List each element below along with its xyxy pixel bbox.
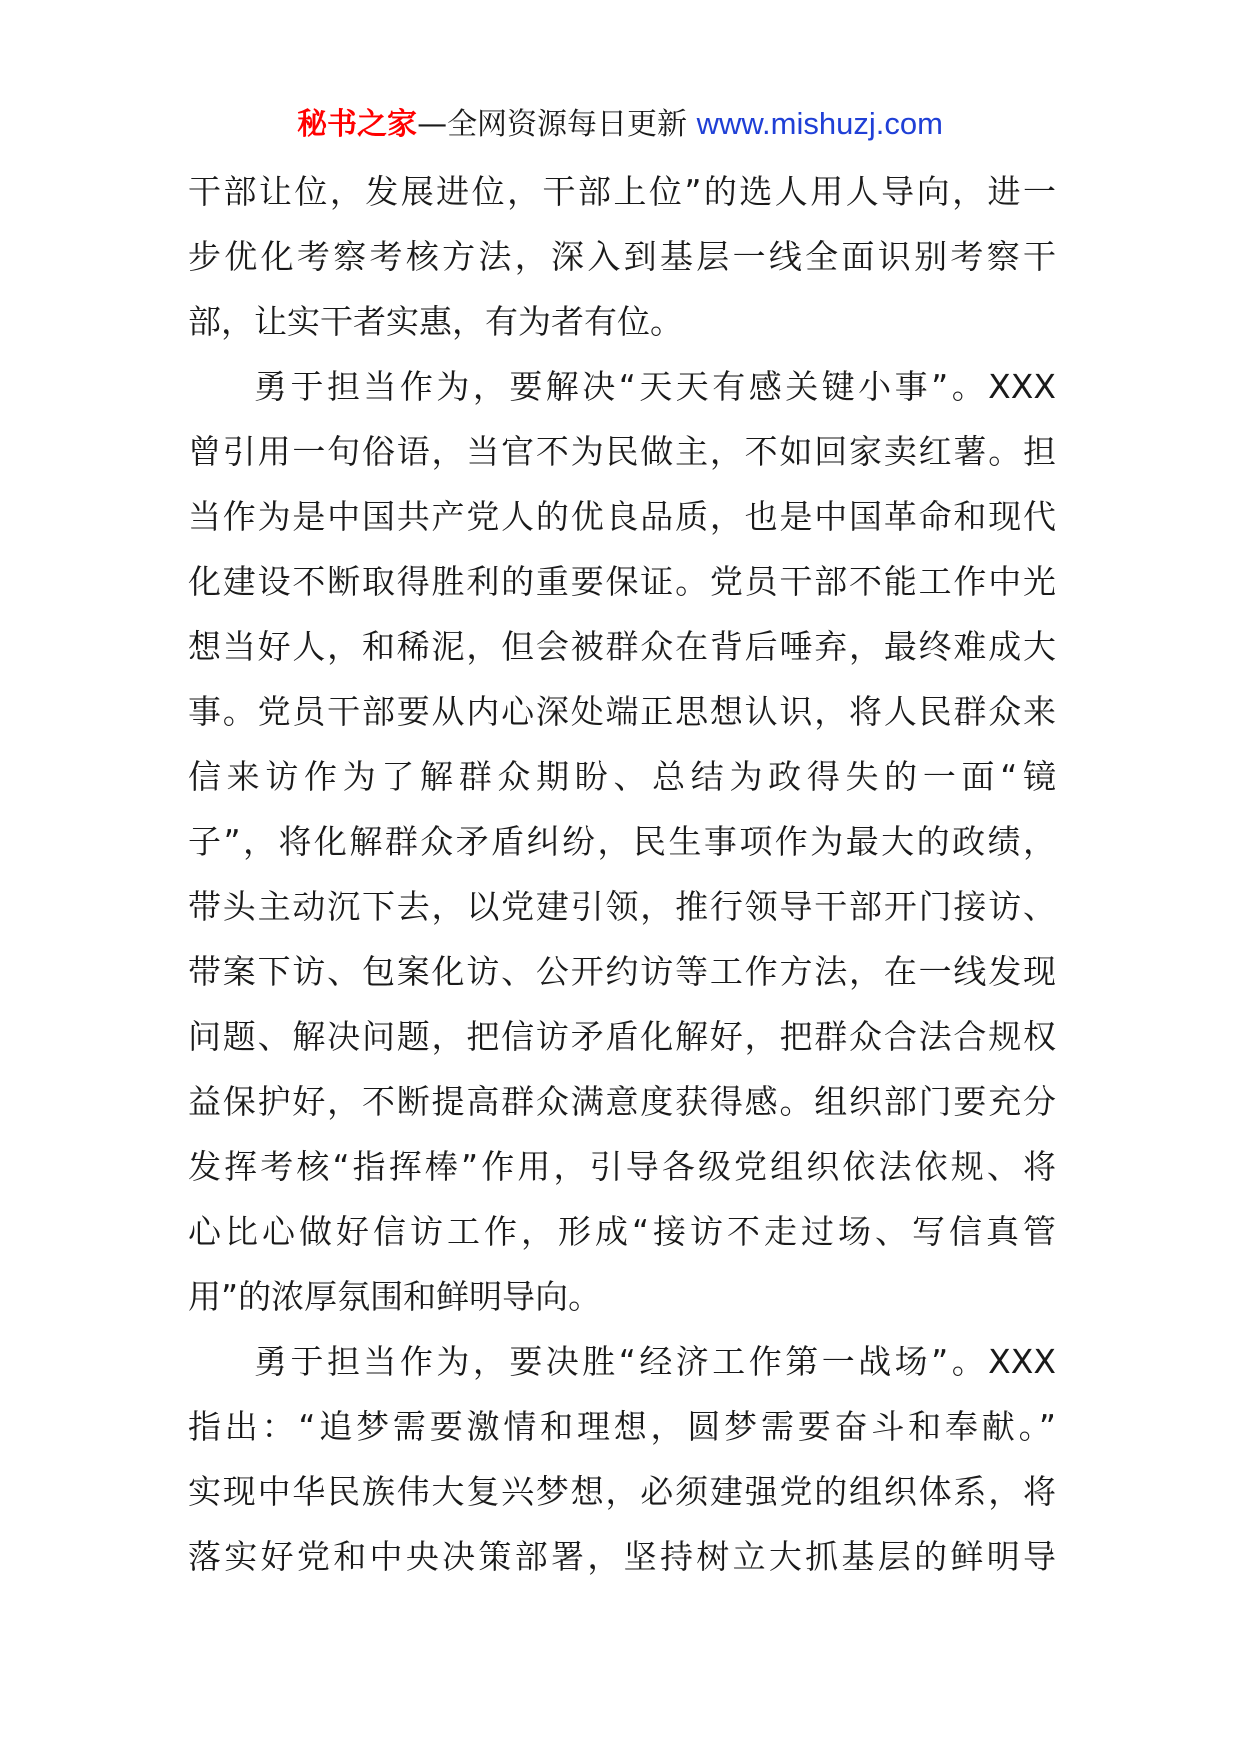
text-line: 问题、解决问题，把信访矛盾化解好，把群众合法合规权 [188, 1017, 1056, 1056]
text-line: 实现中华民族伟大复兴梦想，必须建强党的组织体系，将 [188, 1472, 1056, 1511]
text-line: 干部让位，发展进位，干部上位”的选人用人导向，进一 [188, 172, 1056, 211]
text-line: 勇于担当作为，要解决“天天有感关键小事”。XXX [254, 367, 1056, 406]
text-line: 用”的浓厚氛围和鲜明导向。 [188, 1277, 602, 1316]
header-tagline: —全网资源每日更新 [417, 107, 688, 142]
text-line: 信来访作为了解群众期盼、总结为政得失的一面“镜 [188, 757, 1056, 796]
text-line: 带案下访、包案化访、公开约访等工作方法，在一线发现 [188, 952, 1056, 991]
site-url-link[interactable]: www.mishuzj.com [696, 106, 943, 141]
text-line: 曾引用一句俗语，当官不为民做主，不如回家卖红薯。担 [188, 432, 1056, 471]
text-line: 想当好人，和稀泥，但会被群众在背后唾弃，最终难成大 [188, 627, 1056, 666]
page-header [0, 102, 1240, 147]
text-line: 带头主动沉下去，以党建引领，推行领导干部开门接访、 [188, 887, 1056, 926]
document-body [188, 159, 1056, 1589]
text-line: 勇于担当作为，要决胜“经济工作第一战场”。XXX [254, 1342, 1056, 1381]
text-line: 部，让实干者实惠，有为者有位。 [188, 302, 683, 341]
text-line: 步优化考察考核方法，深入到基层一线全面识别考察干 [188, 237, 1056, 276]
text-line: 指出：“追梦需要激情和理想，圆梦需要奋斗和奉献。” [188, 1407, 1056, 1446]
text-line: 益保护好，不断提高群众满意度获得感。组织部门要充分 [188, 1082, 1056, 1121]
text-line: 落实好党和中央决策部署，坚持树立大抓基层的鲜明导 [188, 1537, 1056, 1576]
text-line: 发挥考核“指挥棒”作用，引导各级党组织依法依规、将 [188, 1147, 1056, 1186]
brand-name: 秘书之家 [297, 107, 418, 142]
text-line: 当作为是中国共产党人的优良品质，也是中国革命和现代 [188, 497, 1056, 536]
text-line: 心比心做好信访工作，形成“接访不走过场、写信真管 [188, 1212, 1056, 1251]
text-line: 事。党员干部要从内心深处端正思想认识，将人民群众来 [188, 692, 1056, 731]
text-line: 化建设不断取得胜利的重要保证。党员干部不能工作中光 [188, 562, 1056, 601]
text-line: 子”，将化解群众矛盾纠纷，民生事项作为最大的政绩， [188, 822, 1056, 861]
